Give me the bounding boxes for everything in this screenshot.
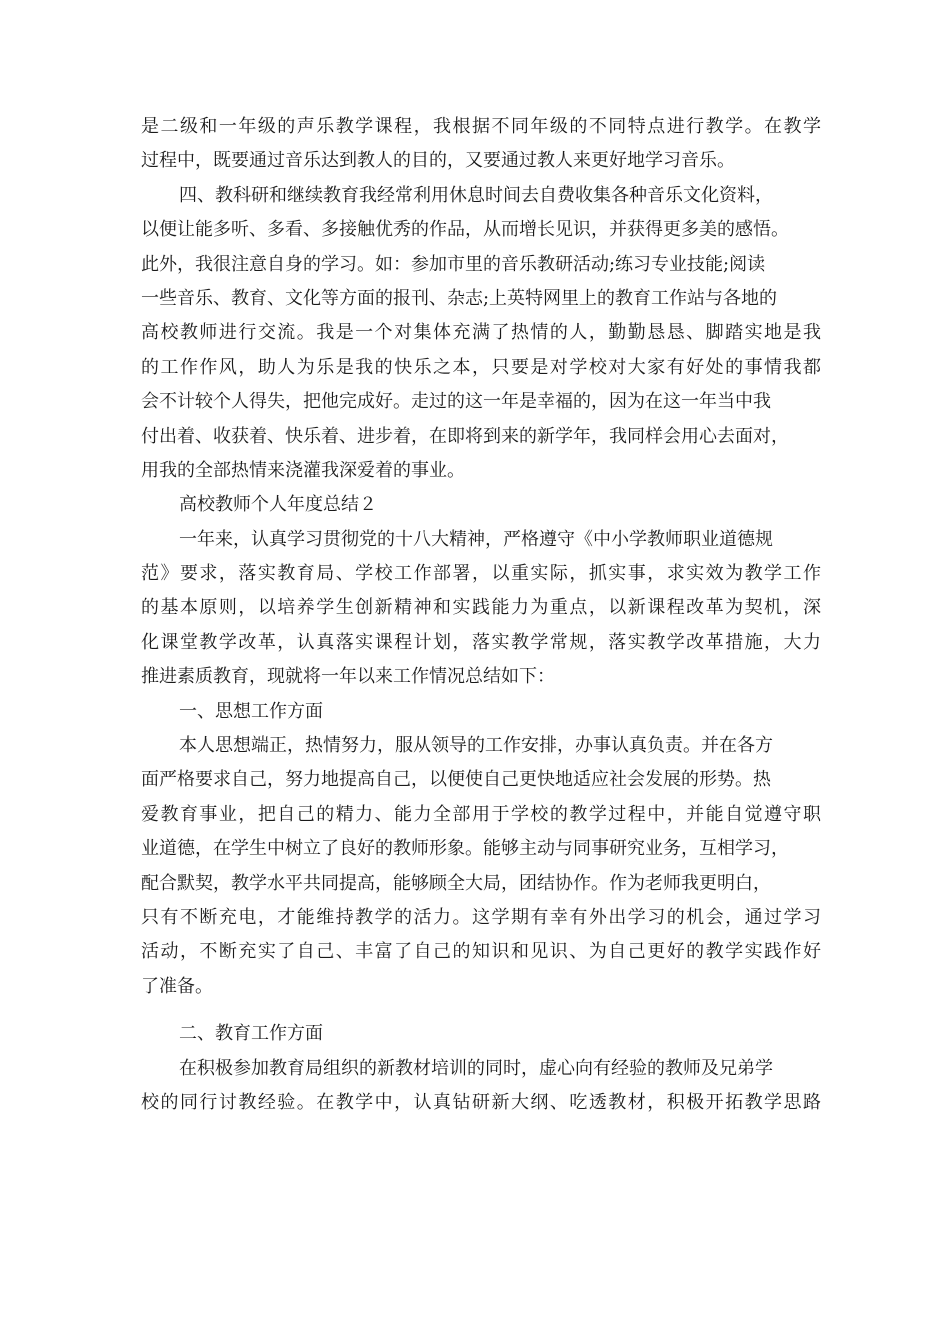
paragraph-line: 业道德，在学生中树立了良好的教师形象。能够主动与同事研究业务，互相学习， [141, 838, 789, 860]
document-page [141, 110, 821, 1120]
paragraph-line: 配合默契，教学水平共同提高，能够顾全大局，团结协作。作为老师我更明白， [141, 872, 771, 894]
paragraph-line: 四、教科研和继续教育我经常利用休息时间去自费收集各种音乐文化资料， [179, 184, 773, 206]
paragraph-line: 面严格要求自己，努力地提高自己，以便使自己更快地适应社会发展的形势。热 [141, 769, 771, 791]
paragraph-line: 本人思想端正，热情努力，服从领导的工作安排，办事认真负责。并在各方 [179, 735, 773, 757]
paragraph-line: 是二级和一年级的声乐教学课程，我根据不同年级的不同特点进行教学。在教学 [141, 116, 821, 137]
paragraph-line: 一年来，认真学习贯彻党的十八大精神，严格遵守《中小学教师职业道德规 [179, 528, 773, 550]
section-heading: 高校教师个人年度总结２ [179, 494, 377, 516]
section-heading: 二、教育工作方面 [179, 1023, 323, 1045]
paragraph-line: 一些音乐、教育、文化等方面的报刊、杂志;上英特网里上的教育工作站与各地的 [141, 287, 778, 309]
paragraph-line: 付出着、收获着、快乐着、进步着，在即将到来的新学年，我同样会用心去面对， [141, 425, 789, 447]
paragraph-line: 会不计较个人得失，把他完成好。走过的这一年是幸福的，因为在这一年当中我 [141, 391, 771, 413]
paragraph-line: 范》要求，落实教育局、学校工作部署，以重实际，抓实事，求实效为教学工作 [141, 563, 821, 585]
paragraph-line: 高校教师进行交流。我是一个对集体充满了热情的人，勤勤恳恳、脚踏实地是我 [141, 322, 821, 344]
paragraph-line: 只有不断充电，才能维持教学的活力。这学期有幸有外出学习的机会，通过学习 [141, 906, 821, 928]
paragraph-line: 活动，不断充实了自己、丰富了自己的知识和见识、为自己更好的教学实践作好 [141, 941, 821, 963]
paragraph-line: 爱教育事业，把自己的精力、能力全部用于学校的教学过程中，并能自觉遵守职 [141, 803, 821, 825]
paragraph-line: 以便让能多听、多看、多接触优秀的作品，从而增长见识，并获得更多美的感悟。 [141, 219, 789, 241]
paragraph-line: 化课堂教学改革，认真落实课程计划，落实教学常规，落实教学改革措施，大力 [141, 631, 821, 653]
paragraph-gap [141, 1004, 821, 1017]
paragraph-line: 了准备。 [141, 975, 213, 997]
paragraph-line: 的基本原则，以培养学生创新精神和实践能力为重点，以新课程改革为契机，深 [141, 597, 821, 619]
paragraph-line: 推进素质教育，现就将一年以来工作情况总结如下： [141, 666, 555, 688]
paragraph-line: 用我的全部热情来浇灌我深爱着的事业。 [141, 459, 465, 481]
paragraph-line: 校的同行讨教经验。在教学中，认真钻研新大纲、吃透教材，积极开拓教学思路 [141, 1091, 821, 1113]
paragraph-line: 此外，我很注意自身的学习。如：参加市里的音乐教研活动;练习专业技能;阅读 [141, 253, 766, 275]
paragraph-line: 在积极参加教育局组织的新教材培训的同时，虚心向有经验的教师及兄弟学 [179, 1057, 773, 1079]
paragraph-line: 过程中，既要通过音乐达到教人的目的，又要通过教人来更好地学习音乐。 [141, 150, 735, 172]
paragraph-line: 的工作作风，助人为乐是我的快乐之本，只要是对学校对大家有好处的事情我都 [141, 356, 821, 378]
section-heading: 一、思想工作方面 [179, 700, 323, 722]
